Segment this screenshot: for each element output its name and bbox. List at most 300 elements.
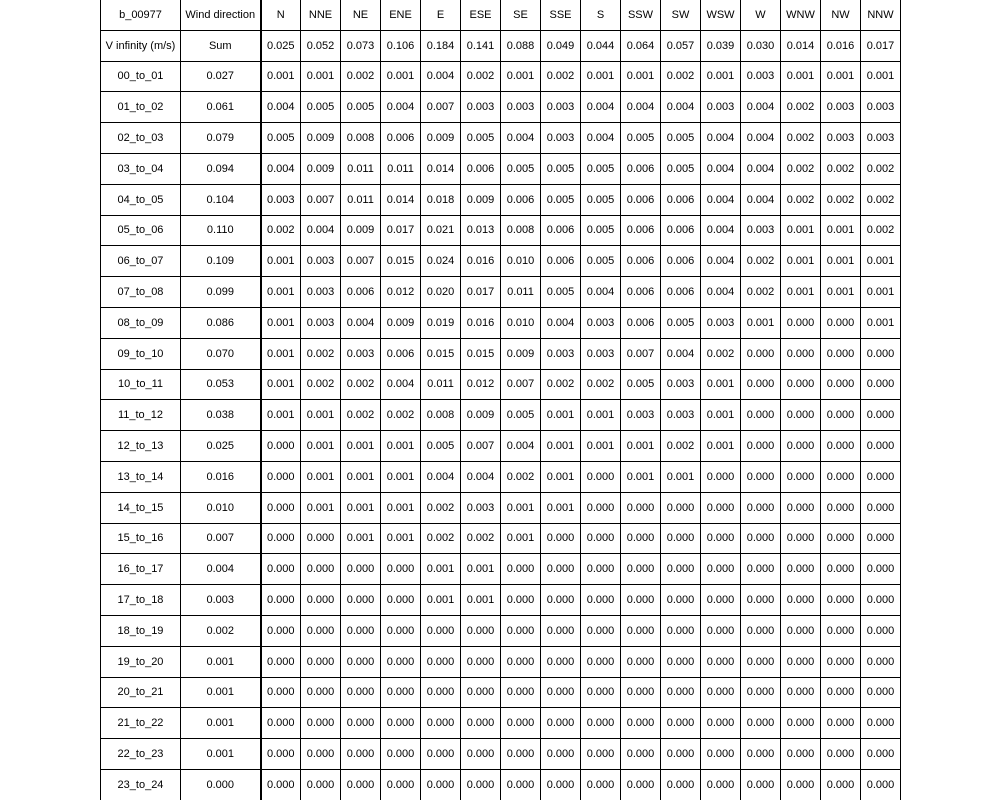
row-sum-cell: 0.001 [181,708,261,739]
frequency-cell: 0.000 [461,677,501,708]
frequency-cell: 0.005 [421,431,461,462]
frequency-cell: 0.002 [421,523,461,554]
frequency-cell: 0.002 [861,215,901,246]
velocity-range-cell: 16_to_17 [101,554,181,585]
frequency-cell: 0.011 [381,153,421,184]
frequency-cell: 0.005 [661,307,701,338]
sum-label: Sum [181,30,261,61]
frequency-cell: 0.001 [261,246,301,277]
frequency-cell: 0.003 [541,338,581,369]
velocity-range-cell: 22_to_23 [101,739,181,770]
frequency-cell: 0.001 [701,61,741,92]
wind-direction-label: Wind direction [181,0,261,30]
frequency-cell: 0.000 [821,554,861,585]
frequency-cell: 0.000 [821,615,861,646]
frequency-cell: 0.005 [541,184,581,215]
frequency-cell: 0.009 [341,215,381,246]
frequency-cell: 0.001 [541,431,581,462]
frequency-cell: 0.000 [861,615,901,646]
frequency-cell: 0.005 [581,246,621,277]
frequency-cell: 0.001 [381,461,421,492]
frequency-cell: 0.000 [581,461,621,492]
row-sum-cell: 0.002 [181,615,261,646]
frequency-cell: 0.003 [301,246,341,277]
frequency-cell: 0.003 [621,400,661,431]
frequency-cell: 0.003 [581,338,621,369]
frequency-cell: 0.011 [341,153,381,184]
frequency-cell: 0.009 [461,400,501,431]
frequency-cell: 0.000 [861,431,901,462]
frequency-cell: 0.000 [661,585,701,616]
frequency-cell: 0.000 [661,708,701,739]
frequency-cell: 0.004 [701,184,741,215]
frequency-cell: 0.005 [581,184,621,215]
frequency-cell: 0.000 [541,554,581,585]
frequency-cell: 0.003 [861,123,901,154]
frequency-cell: 0.000 [821,461,861,492]
frequency-cell: 0.000 [701,739,741,770]
table-row [101,554,901,585]
frequency-cell: 0.000 [621,677,661,708]
frequency-cell: 0.019 [421,307,461,338]
frequency-cell: 0.005 [541,153,581,184]
frequency-cell: 0.010 [501,307,541,338]
frequency-cell: 0.017 [461,277,501,308]
frequency-cell: 0.003 [461,92,501,123]
frequency-cell: 0.000 [621,646,661,677]
frequency-cell: 0.004 [501,431,541,462]
frequency-cell: 0.006 [621,277,661,308]
frequency-cell: 0.003 [261,184,301,215]
frequency-cell: 0.000 [261,677,301,708]
frequency-cell: 0.001 [501,492,541,523]
table-row [101,739,901,770]
frequency-cell: 0.004 [421,61,461,92]
frequency-cell: 0.005 [301,92,341,123]
direction-totals-row [101,30,901,61]
frequency-cell: 0.000 [781,431,821,462]
frequency-cell: 0.000 [741,400,781,431]
frequency-cell: 0.006 [661,277,701,308]
frequency-cell: 0.000 [621,769,661,799]
frequency-cell: 0.000 [741,431,781,462]
frequency-cell: 0.000 [781,646,821,677]
frequency-cell: 0.004 [701,215,741,246]
frequency-cell: 0.020 [421,277,461,308]
frequency-cell: 0.000 [461,708,501,739]
velocity-range-cell: 12_to_13 [101,431,181,462]
frequency-cell: 0.006 [501,184,541,215]
frequency-cell: 0.000 [461,615,501,646]
velocity-range-cell: 06_to_07 [101,246,181,277]
frequency-cell: 0.000 [861,585,901,616]
velocity-range-cell: 11_to_12 [101,400,181,431]
frequency-cell: 0.002 [781,123,821,154]
frequency-cell: 0.012 [461,369,501,400]
frequency-cell: 0.001 [341,431,381,462]
frequency-cell: 0.000 [621,492,661,523]
frequency-cell: 0.000 [861,338,901,369]
frequency-cell: 0.001 [261,61,301,92]
velocity-range-cell: 21_to_22 [101,708,181,739]
frequency-cell: 0.010 [501,246,541,277]
frequency-cell: 0.000 [581,646,621,677]
table-row [101,123,901,154]
frequency-cell: 0.000 [821,492,861,523]
frequency-cell: 0.000 [701,615,741,646]
frequency-cell: 0.002 [781,153,821,184]
frequency-cell: 0.002 [501,461,541,492]
frequency-cell: 0.000 [421,769,461,799]
frequency-cell: 0.000 [661,646,701,677]
frequency-cell: 0.001 [501,61,541,92]
frequency-cell: 0.001 [501,523,541,554]
direction-header-cell: SE [501,0,541,30]
frequency-cell: 0.017 [381,215,421,246]
frequency-cell: 0.004 [741,123,781,154]
frequency-cell: 0.000 [541,523,581,554]
direction-header-cell: NE [341,0,381,30]
frequency-cell: 0.003 [701,307,741,338]
frequency-cell: 0.001 [701,431,741,462]
frequency-cell: 0.005 [501,153,541,184]
frequency-cell: 0.000 [541,769,581,799]
frequency-cell: 0.001 [261,338,301,369]
direction-header-cell: N [261,0,301,30]
velocity-range-cell: 00_to_01 [101,61,181,92]
velocity-range-cell: 03_to_04 [101,153,181,184]
frequency-cell: 0.000 [421,615,461,646]
frequency-cell: 0.002 [661,61,701,92]
table-row [101,215,901,246]
direction-header-cell: WSW [701,0,741,30]
frequency-cell: 0.000 [261,585,301,616]
frequency-cell: 0.000 [541,677,581,708]
frequency-cell: 0.001 [261,400,301,431]
row-sum-cell: 0.038 [181,400,261,431]
frequency-cell: 0.000 [741,769,781,799]
frequency-cell: 0.021 [421,215,461,246]
direction-total-cell: 0.141 [461,30,501,61]
frequency-cell: 0.002 [821,184,861,215]
frequency-cell: 0.000 [821,739,861,770]
frequency-cell: 0.003 [541,123,581,154]
frequency-cell: 0.000 [261,431,301,462]
frequency-cell: 0.007 [341,246,381,277]
frequency-cell: 0.004 [581,92,621,123]
frequency-cell: 0.002 [781,184,821,215]
frequency-cell: 0.000 [701,677,741,708]
frequency-cell: 0.001 [821,277,861,308]
frequency-cell: 0.016 [461,307,501,338]
frequency-cell: 0.002 [301,369,341,400]
frequency-cell: 0.008 [341,123,381,154]
frequency-cell: 0.004 [661,338,701,369]
frequency-cell: 0.000 [581,615,621,646]
frequency-cell: 0.004 [701,123,741,154]
frequency-cell: 0.002 [661,431,701,462]
frequency-cell: 0.002 [741,246,781,277]
frequency-cell: 0.000 [661,615,701,646]
frequency-cell: 0.004 [541,307,581,338]
frequency-cell: 0.000 [741,615,781,646]
row-sum-cell: 0.094 [181,153,261,184]
frequency-cell: 0.003 [501,92,541,123]
direction-header-cell: ENE [381,0,421,30]
frequency-cell: 0.001 [381,523,421,554]
frequency-cell: 0.000 [741,646,781,677]
frequency-cell: 0.001 [861,277,901,308]
frequency-cell: 0.000 [381,615,421,646]
velocity-range-cell: 08_to_09 [101,307,181,338]
frequency-cell: 0.005 [661,123,701,154]
row-sum-cell: 0.109 [181,246,261,277]
frequency-cell: 0.006 [621,153,661,184]
row-sum-cell: 0.025 [181,431,261,462]
frequency-cell: 0.000 [341,585,381,616]
direction-total-cell: 0.016 [821,30,861,61]
row-sum-cell: 0.003 [181,585,261,616]
frequency-cell: 0.000 [581,585,621,616]
frequency-cell: 0.000 [261,615,301,646]
frequency-cell: 0.001 [781,246,821,277]
direction-header-cell: E [421,0,461,30]
frequency-cell: 0.000 [541,646,581,677]
frequency-cell: 0.006 [541,246,581,277]
frequency-cell: 0.007 [621,338,661,369]
frequency-cell: 0.000 [741,585,781,616]
frequency-cell: 0.003 [821,92,861,123]
row-sum-cell: 0.016 [181,461,261,492]
frequency-cell: 0.009 [301,123,341,154]
frequency-cell: 0.002 [701,338,741,369]
frequency-cell: 0.000 [781,400,821,431]
frequency-cell: 0.001 [301,61,341,92]
velocity-range-cell: 04_to_05 [101,184,181,215]
row-sum-cell: 0.061 [181,92,261,123]
frequency-cell: 0.011 [501,277,541,308]
frequency-cell: 0.000 [301,585,341,616]
frequency-cell: 0.001 [861,307,901,338]
frequency-cell: 0.001 [701,400,741,431]
frequency-cell: 0.003 [741,61,781,92]
frequency-cell: 0.001 [701,369,741,400]
frequency-cell: 0.004 [501,123,541,154]
frequency-cell: 0.002 [381,400,421,431]
frequency-cell: 0.000 [741,492,781,523]
frequency-cell: 0.001 [821,215,861,246]
frequency-cell: 0.001 [341,461,381,492]
frequency-cell: 0.001 [821,61,861,92]
frequency-cell: 0.005 [541,277,581,308]
frequency-cell: 0.001 [781,277,821,308]
frequency-cell: 0.000 [821,769,861,799]
frequency-cell: 0.004 [341,307,381,338]
frequency-cell: 0.000 [781,461,821,492]
table-row [101,338,901,369]
frequency-cell: 0.004 [381,369,421,400]
frequency-cell: 0.009 [301,153,341,184]
frequency-cell: 0.001 [861,246,901,277]
frequency-cell: 0.004 [421,461,461,492]
direction-total-cell: 0.014 [781,30,821,61]
frequency-cell: 0.001 [661,461,701,492]
frequency-cell: 0.000 [861,492,901,523]
velocity-range-cell: 15_to_16 [101,523,181,554]
frequency-cell: 0.002 [461,523,501,554]
frequency-cell: 0.000 [781,615,821,646]
frequency-cell: 0.000 [781,585,821,616]
direction-header-cell: NNE [301,0,341,30]
frequency-cell: 0.001 [461,585,501,616]
velocity-label: V infinity (m/s) [101,30,181,61]
frequency-cell: 0.004 [581,123,621,154]
frequency-cell: 0.000 [861,400,901,431]
frequency-cell: 0.000 [701,523,741,554]
frequency-cell: 0.006 [341,277,381,308]
frequency-cell: 0.000 [701,492,741,523]
frequency-cell: 0.006 [461,153,501,184]
frequency-cell: 0.007 [501,369,541,400]
frequency-cell: 0.000 [781,708,821,739]
velocity-range-cell: 20_to_21 [101,677,181,708]
frequency-cell: 0.001 [301,431,341,462]
frequency-cell: 0.000 [461,739,501,770]
row-sum-cell: 0.000 [181,769,261,799]
frequency-cell: 0.000 [621,739,661,770]
frequency-cell: 0.005 [621,123,661,154]
frequency-cell: 0.005 [621,369,661,400]
frequency-cell: 0.000 [261,492,301,523]
frequency-cell: 0.000 [661,739,701,770]
frequency-cell: 0.013 [461,215,501,246]
frequency-cell: 0.005 [501,400,541,431]
table-row [101,769,901,799]
frequency-cell: 0.000 [301,615,341,646]
frequency-cell: 0.000 [421,708,461,739]
frequency-cell: 0.001 [621,431,661,462]
velocity-range-cell: 10_to_11 [101,369,181,400]
frequency-cell: 0.002 [341,61,381,92]
frequency-cell: 0.009 [461,184,501,215]
frequency-cell: 0.004 [301,215,341,246]
frequency-cell: 0.005 [261,123,301,154]
frequency-cell: 0.011 [341,184,381,215]
frequency-cell: 0.000 [541,585,581,616]
frequency-cell: 0.000 [861,461,901,492]
frequency-cell: 0.004 [741,92,781,123]
frequency-cell: 0.006 [661,215,701,246]
frequency-cell: 0.000 [261,523,301,554]
table-row [101,153,901,184]
frequency-cell: 0.001 [621,461,661,492]
frequency-cell: 0.001 [781,215,821,246]
frequency-cell: 0.018 [421,184,461,215]
frequency-cell: 0.000 [381,646,421,677]
frequency-cell: 0.008 [421,400,461,431]
frequency-cell: 0.001 [421,554,461,585]
frequency-cell: 0.000 [381,677,421,708]
frequency-cell: 0.000 [421,739,461,770]
table-row [101,431,901,462]
direction-header-cell: NW [821,0,861,30]
frequency-cell: 0.004 [701,246,741,277]
frequency-cell: 0.000 [501,615,541,646]
frequency-cell: 0.000 [661,492,701,523]
frequency-cell: 0.000 [301,554,341,585]
frequency-cell: 0.000 [501,554,541,585]
direction-header-cell: NNW [861,0,901,30]
frequency-cell: 0.000 [421,646,461,677]
frequency-cell: 0.004 [381,92,421,123]
frequency-cell: 0.000 [821,400,861,431]
frequency-cell: 0.003 [301,307,341,338]
frequency-cell: 0.000 [461,769,501,799]
frequency-cell: 0.000 [461,646,501,677]
frequency-cell: 0.003 [741,215,781,246]
frequency-cell: 0.001 [541,492,581,523]
frequency-cell: 0.000 [741,338,781,369]
frequency-cell: 0.000 [821,369,861,400]
frequency-cell: 0.001 [381,492,421,523]
table-row [101,61,901,92]
frequency-cell: 0.000 [421,677,461,708]
frequency-cell: 0.000 [821,523,861,554]
frequency-cell: 0.000 [501,708,541,739]
frequency-cell: 0.000 [301,677,341,708]
frequency-cell: 0.002 [341,369,381,400]
frequency-cell: 0.011 [421,369,461,400]
table-row [101,615,901,646]
direction-total-cell: 0.044 [581,30,621,61]
frequency-cell: 0.002 [781,92,821,123]
frequency-cell: 0.000 [741,739,781,770]
frequency-cell: 0.000 [581,708,621,739]
frequency-cell: 0.012 [381,277,421,308]
frequency-cell: 0.000 [541,739,581,770]
frequency-cell: 0.003 [661,400,701,431]
frequency-cell: 0.003 [821,123,861,154]
direction-total-cell: 0.039 [701,30,741,61]
direction-total-cell: 0.184 [421,30,461,61]
frequency-cell: 0.000 [581,523,621,554]
frequency-cell: 0.000 [501,677,541,708]
frequency-cell: 0.000 [861,708,901,739]
frequency-cell: 0.001 [581,400,621,431]
frequency-cell: 0.004 [261,92,301,123]
frequency-cell: 0.000 [341,677,381,708]
frequency-cell: 0.006 [661,246,701,277]
frequency-cell: 0.000 [821,677,861,708]
frequency-cell: 0.000 [661,677,701,708]
frequency-cell: 0.000 [781,369,821,400]
frequency-cell: 0.000 [261,739,301,770]
frequency-cell: 0.001 [461,554,501,585]
frequency-cell: 0.000 [701,646,741,677]
frequency-cell: 0.015 [381,246,421,277]
frequency-cell: 0.000 [501,585,541,616]
frequency-cell: 0.004 [261,153,301,184]
row-sum-cell: 0.104 [181,184,261,215]
direction-header-cell: ESE [461,0,501,30]
frequency-cell: 0.000 [861,554,901,585]
direction-total-cell: 0.057 [661,30,701,61]
frequency-cell: 0.000 [781,554,821,585]
frequency-cell: 0.000 [301,523,341,554]
frequency-cell: 0.005 [581,153,621,184]
frequency-cell: 0.005 [461,123,501,154]
frequency-cell: 0.014 [421,153,461,184]
